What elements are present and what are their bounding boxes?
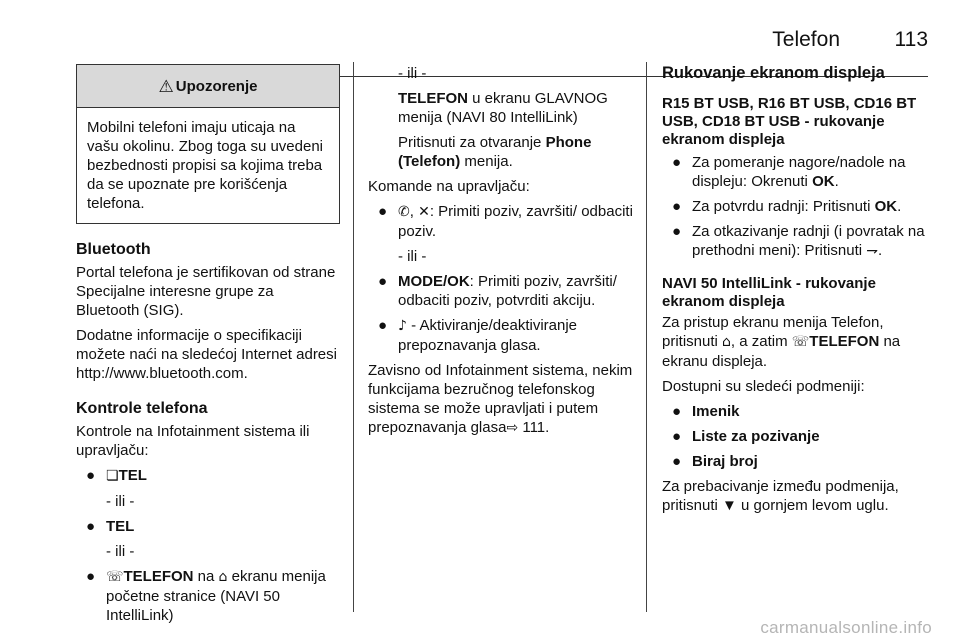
watermark: carmanualsonline.info [760, 618, 932, 637]
column-3 [662, 64, 932, 521]
list-item: ● Za potvrdu radnji: Pritisnuti OK. [672, 198, 902, 215]
subheading-r15: R15 BT USB, R16 BT USB, CD16 BT USB, CD18 BT USB - rukovanje ekranom displeja [662, 95, 917, 148]
phone-menu-icon: ❏ [106, 468, 119, 484]
closing-paragraph: Zavisno od Infotainment sistema, nekim funkcijama bezručnog telefonskog sistema se može upravljati i putem prepoznavanja glasa⇨ 111. [368, 362, 633, 436]
warning-box [76, 64, 340, 224]
list-item: ● MODE/OK: Primiti poziv, završiti/ odbaciti poziv, potvrditi akciju. [378, 273, 617, 309]
list-item: ● Za otkazivanje radnji (i povratak na prethodni meni): Pritisnuti ⇁. [672, 223, 925, 259]
bluetooth-paragraph-2: Dodatne informacije o specifikaciji možete naći na sledećoj Internet adresi http://www.bluetooth.com. [76, 327, 337, 382]
page-header [76, 28, 928, 54]
telefon-main-menu: TELEFON u ekranu GLAVNOG menija (NAVI 80 IntelliLink) [398, 90, 608, 126]
home-icon: ⌂ [722, 334, 731, 350]
back-icon: ⇁ [866, 243, 878, 259]
warning-icon: ⚠ [158, 76, 174, 96]
section-title: Telefon [772, 28, 840, 51]
controls-list [76, 466, 340, 486]
column-1 [76, 64, 340, 631]
or-separator: - ili - [106, 543, 135, 560]
list-item: ● ♪ - Aktiviranje/deaktiviranje prepoznavanja glasa. [378, 317, 578, 354]
subheading-navi50: NAVI 50 IntelliLink - rukovanje ekranom displeja [662, 275, 876, 310]
column-divider-2 [646, 62, 647, 612]
phone-menu-open: Pritisnuti za otvaranje Phone (Telefon) menija. [398, 134, 592, 170]
switch-paragraph: Za prebacivanje između podmenija, pritisnuti ▼ u gornjem levom uglu. [662, 478, 899, 514]
page-number: 113 [894, 28, 928, 51]
controls-heading: Kontrole telefona [76, 400, 208, 417]
controls-intro: Kontrole na Infotainment sistema ili upravljaču: [76, 423, 310, 459]
bluetooth-heading: Bluetooth [76, 241, 151, 258]
access-paragraph: Za pristup ekranu menija Telefon, pritisnuti ⌂, a zatim ☏TELEFON na ekranu displeja. [662, 314, 901, 370]
page-reference-icon: ⇨ [506, 420, 519, 436]
list-item: ● ❏TEL [86, 467, 147, 484]
steering-intro: Komande na upravljaču: [368, 178, 530, 195]
bluetooth-paragraph-1: Portal telefona je sertifikovan od strane Specijalne interesne grupe za Bluetooth (SIG). [76, 264, 336, 319]
list-item: ● Biraj broj [672, 453, 758, 470]
or-separator: - ili - [398, 65, 427, 82]
or-separator: - ili - [106, 493, 135, 510]
list-item: ● Za pomeranje nagore/nadole na displeju: Okrenuti OK. [672, 154, 906, 190]
or-separator: - ili - [398, 248, 427, 265]
display-heading: Rukovanje ekranom displeja [662, 64, 885, 82]
list-item: ● ☏TELEFON na ⌂ ekranu menija početne stranice (NAVI 50 IntelliLink) [86, 568, 326, 624]
list-item: ● TEL [86, 518, 135, 535]
voice-recognition-icon: ♪ [398, 318, 407, 334]
warning-text: Mobilni telefoni imaju uticaja na vašu okolinu. Zbog toga su uvedeni bezbednosti propisi sa kojima treba da se upoznate pre korišćenja telefona. [87, 119, 323, 212]
phone-handset-icon: ☏ [791, 334, 810, 350]
list-item: ● Liste za pozivanje [672, 428, 820, 445]
warning-title: Upozorenje [175, 77, 258, 95]
call-answer-icon: ✆ [398, 204, 410, 220]
list-item: ● ✆, ✕: Primiti poziv, završiti/ odbaciti poziv. [378, 203, 633, 240]
phone-handset-icon: ☏ [106, 569, 124, 585]
list-item: ● Imenik [672, 403, 740, 420]
warning-header [77, 65, 339, 108]
call-end-icon: ✕ [418, 204, 430, 220]
home-icon: ⌂ [218, 569, 228, 585]
column-divider-1 [353, 62, 354, 612]
column-2 [368, 64, 634, 444]
submenus-intro: Dostupni su sledeći podmeniji: [662, 378, 865, 395]
